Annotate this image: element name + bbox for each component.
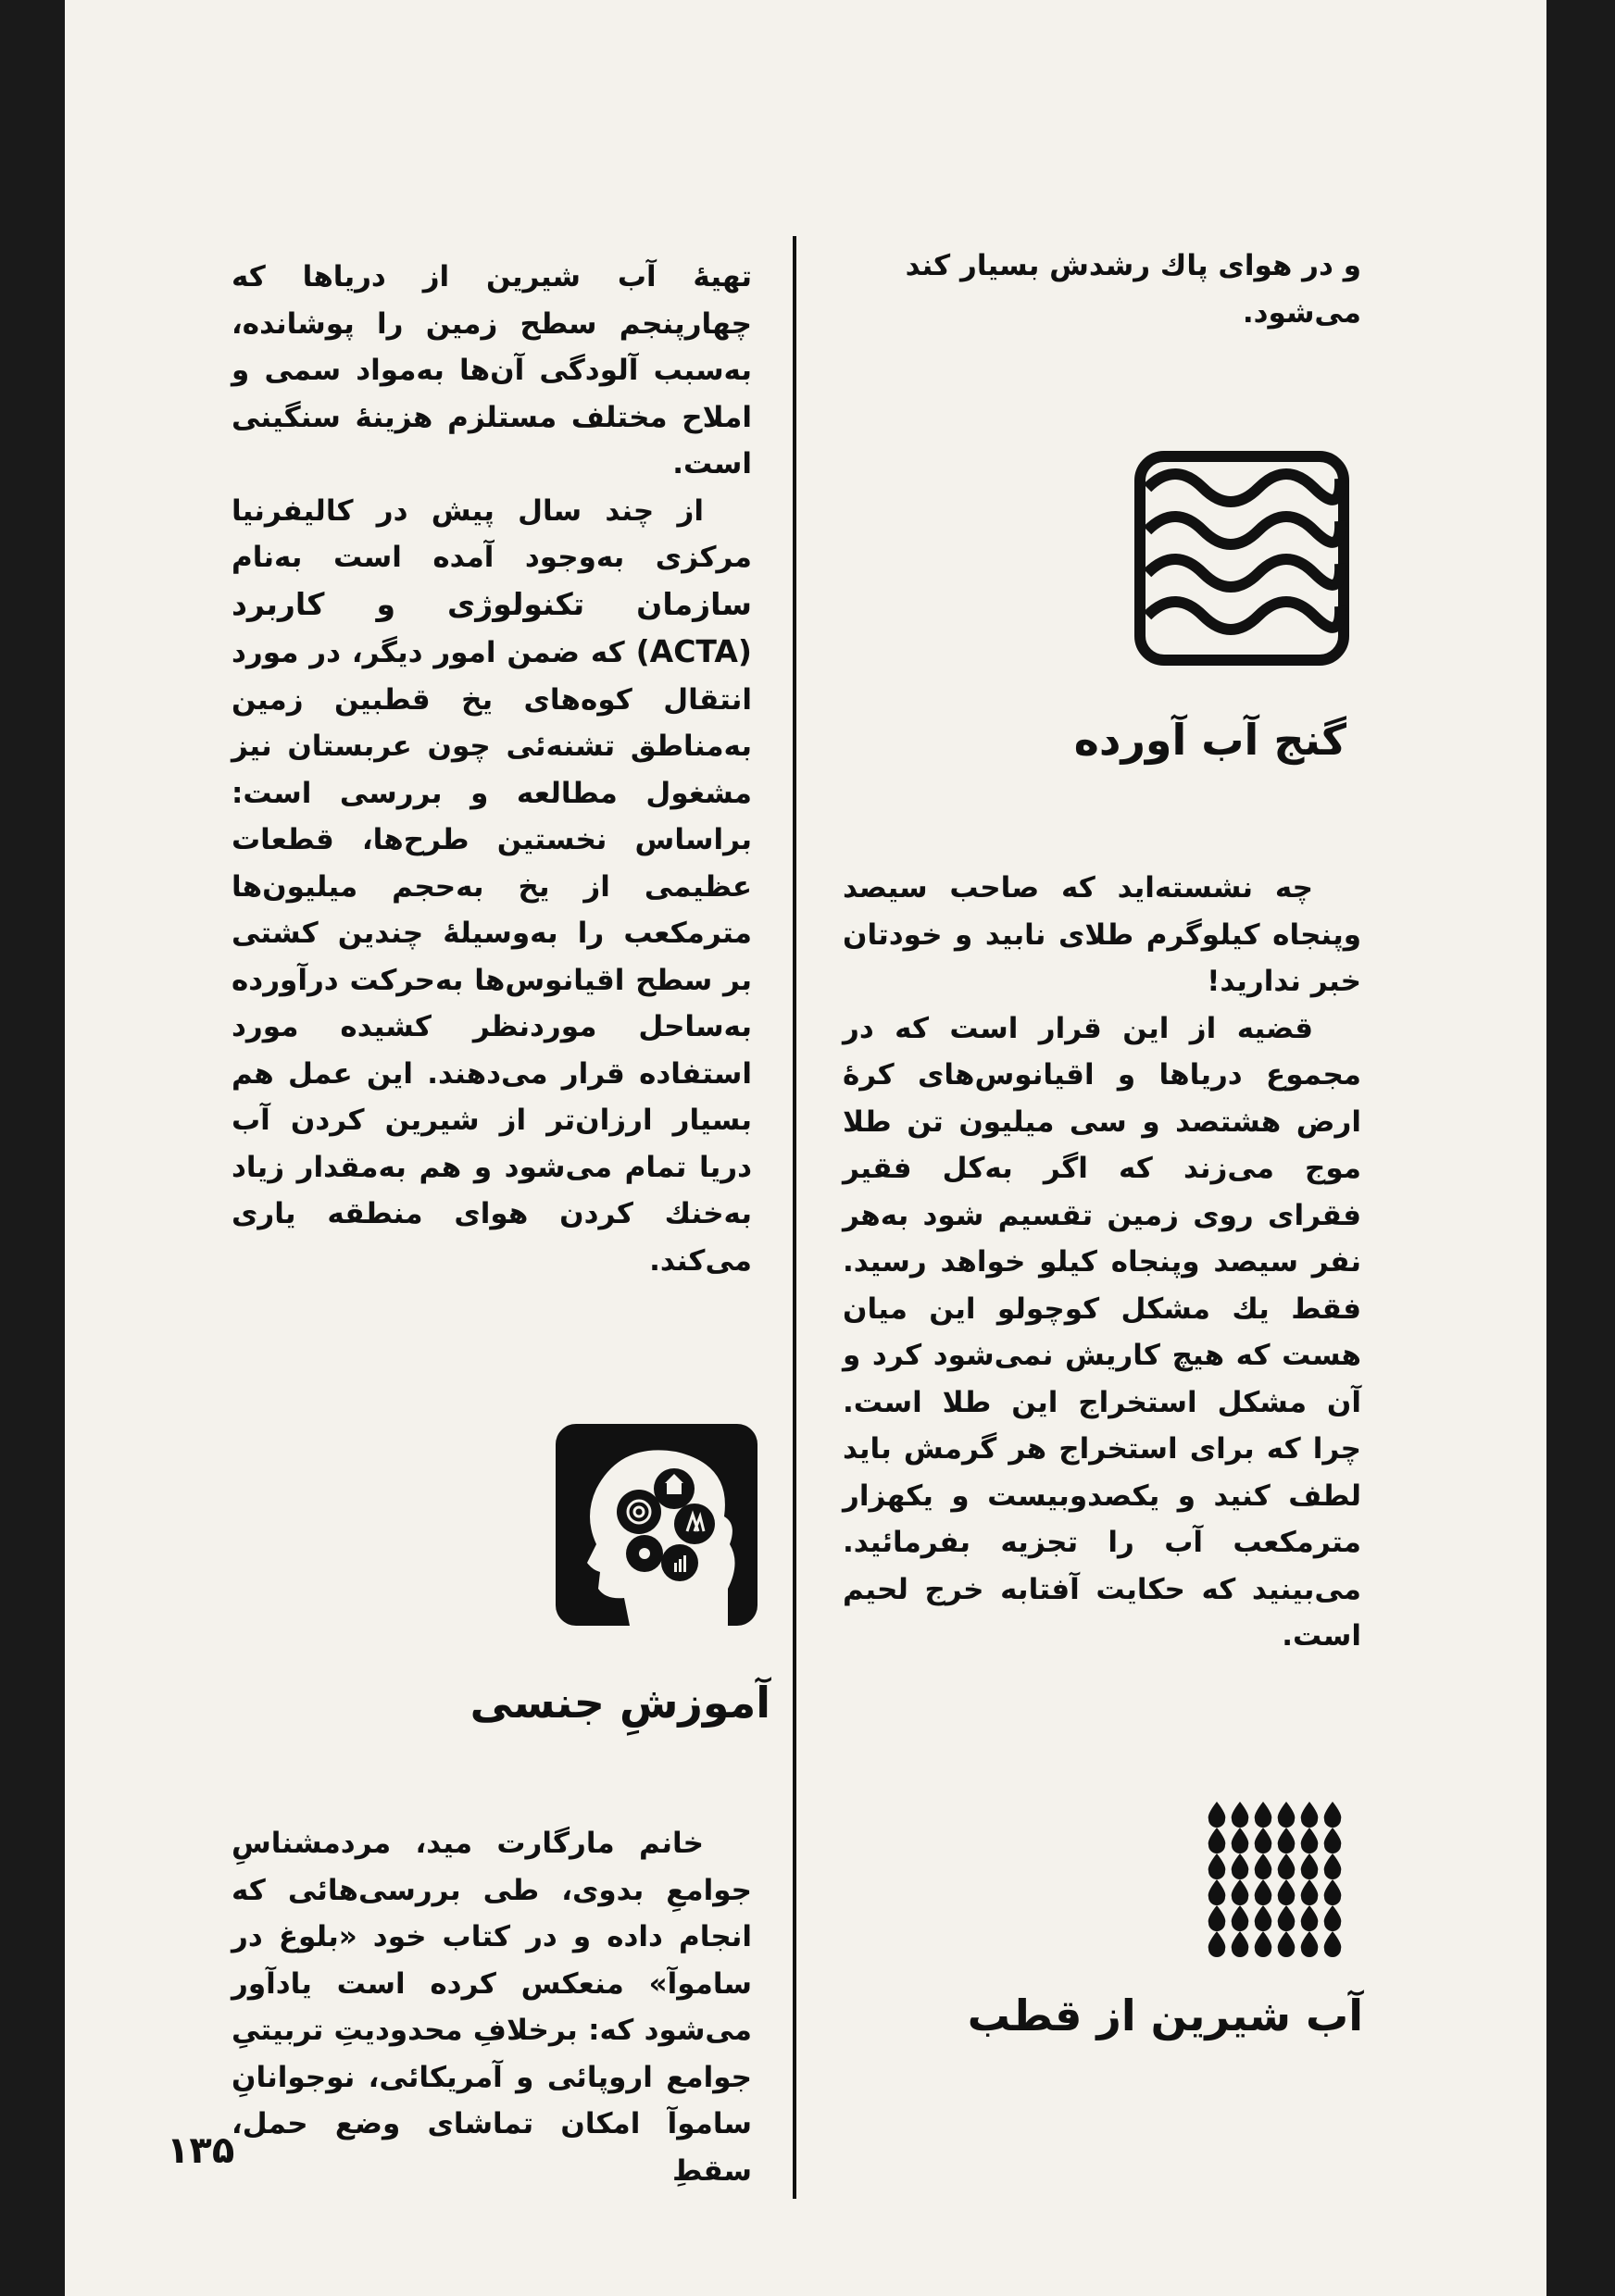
water-drop <box>1232 1879 1249 1905</box>
water-drop <box>1208 1853 1226 1879</box>
paragraph <box>232 488 752 1285</box>
water-drop <box>1232 1931 1249 1957</box>
right-column-body <box>843 865 1361 1660</box>
page-number: ۱۳۵ <box>167 2129 235 2172</box>
water-drop <box>1232 1828 1249 1853</box>
paragraph: چه نشسته‌اید که صاحب سیصد وپنجاه کیلوگرم طلای نابید و خودتان خبر ندارید! <box>843 871 1361 998</box>
water-drop <box>1208 1905 1226 1931</box>
water-drop <box>1278 1879 1296 1905</box>
section-title-polar-water: آب شیرین از قطب <box>967 1990 1363 2040</box>
water-drop <box>1208 1931 1226 1957</box>
section-title-treasure: گنج آب آورده <box>1073 715 1346 765</box>
organization-name: سازمان تکنولوژی و کاربرد (ACTA) <box>232 585 752 669</box>
water-drop <box>1324 1853 1342 1879</box>
water-drop <box>1255 1828 1272 1853</box>
water-drops-icon <box>1206 1801 1346 1967</box>
water-drop <box>1301 1828 1319 1853</box>
water-drop <box>1208 1828 1226 1853</box>
water-drop <box>1255 1853 1272 1879</box>
water-drop <box>1278 1931 1296 1957</box>
water-drop <box>1301 1905 1319 1931</box>
water-drop <box>1255 1802 1272 1828</box>
section-title-sex-education: آموزشِ جنسی <box>469 1678 770 1728</box>
water-drop <box>1278 1905 1296 1931</box>
water-drop <box>1324 1828 1342 1853</box>
water-drop <box>1208 1802 1226 1828</box>
water-drop <box>1208 1879 1226 1905</box>
water-drop <box>1278 1853 1296 1879</box>
water-drop <box>1255 1905 1272 1931</box>
water-drop <box>1324 1905 1342 1931</box>
right-column <box>843 243 1361 336</box>
water-drop <box>1324 1879 1342 1905</box>
water-drop <box>1324 1802 1342 1828</box>
water-drop <box>1301 1931 1319 1957</box>
water-drop <box>1324 1931 1342 1957</box>
left-column <box>232 254 752 1284</box>
water-drop <box>1278 1802 1296 1828</box>
column-divider <box>793 236 796 2199</box>
paragraph: خانم مارگارت مید، مردمشناسِ جوامعِ بدوی، طی بررسی‌هائی که انجام داده و در کتاب خود «بلوغ در ساموآ» منعکس کرده است یادآور می‌شود که: برخلافِ محدودیتِ تربیتیِ جوامع اروپائی و آمریکائی، نوجوانانِ ساموآ امکان تماشای وضع حمل، سقطِ <box>232 1827 752 2188</box>
intro-line-1: و در هوای پاك رشدش بسیار کند <box>905 249 1361 282</box>
water-drop <box>1301 1853 1319 1879</box>
water-drop <box>1232 1905 1249 1931</box>
water-drop <box>1255 1879 1272 1905</box>
water-drop <box>1232 1853 1249 1879</box>
intro-line-2: می‌شود. <box>1242 295 1361 330</box>
wave-pattern-icon <box>1134 451 1349 666</box>
water-drop <box>1255 1931 1272 1957</box>
paragraph: تهیهٔ آب شیرین از دریاها که چهارپنجم سطح زمین را پوشانده، به‌سبب آلودگی آن‌ها به‌مواد سمی و املاح مختلف مستلزم هزینهٔ سنگینی است. <box>232 260 752 480</box>
water-drop <box>1301 1802 1319 1828</box>
water-drop <box>1301 1879 1319 1905</box>
paragraph-text: که ضمن امور دیگر، در مورد انتقال کوه‌های یخ قطبین زمین به‌مناطق تشنه‌ئی چون عربستان نیز مشغول مطالعه و بررسی است: براساس نخستین طرح‌ها، قطعات عظیمی از یخ به‌حجم میلیون‌ها مترمکعب را به‌وسیلهٔ چندین کشتی بر سطح اقیانوس‌ها به‌حرکت درآورده به‌ساحل موردنظر کشیده مورد استفاده قرار می‌دهند. این عمل هم بسیار ارزان‌تر از شیرین کردن آب دریا تمام می‌شود و هم به‌مقدار زیاد به‌خنك کردن هوای منطقه یاری می‌کند. <box>232 636 752 1278</box>
water-drop <box>1232 1802 1249 1828</box>
paragraph: قضیه از این قرار است که در مجموع دریاها و اقیانوس‌های کرهٔ ارض هشتصد و سی میلیون تن طلا موج می‌زند که اگر به‌کل فقیر فقرای روی زمین تقسیم شود به‌هر نفر سیصد وپنجاه کیلو خواهد رسید. فقط یك مشکل کوچولو این میان هست که هیچ کاریش نمی‌شود کرد و آن مشکل استخراج این طلا است. چرا که برای استخراج هر گرمش باید لطف کنید و یکصدوبیست و یکهزار مترمکعب آب را تجزیه بفرمائید. می‌بینید که حکایت آفتابه خرج لحیم است. <box>843 1011 1361 1653</box>
water-drop <box>1278 1828 1296 1853</box>
paragraph-text: از چند سال پیش در کالیفرنیا مرکزی به‌وجود آمده است به‌نام <box>232 493 752 574</box>
left-column-body <box>232 1820 752 2194</box>
head-education-icon <box>556 1424 757 1626</box>
